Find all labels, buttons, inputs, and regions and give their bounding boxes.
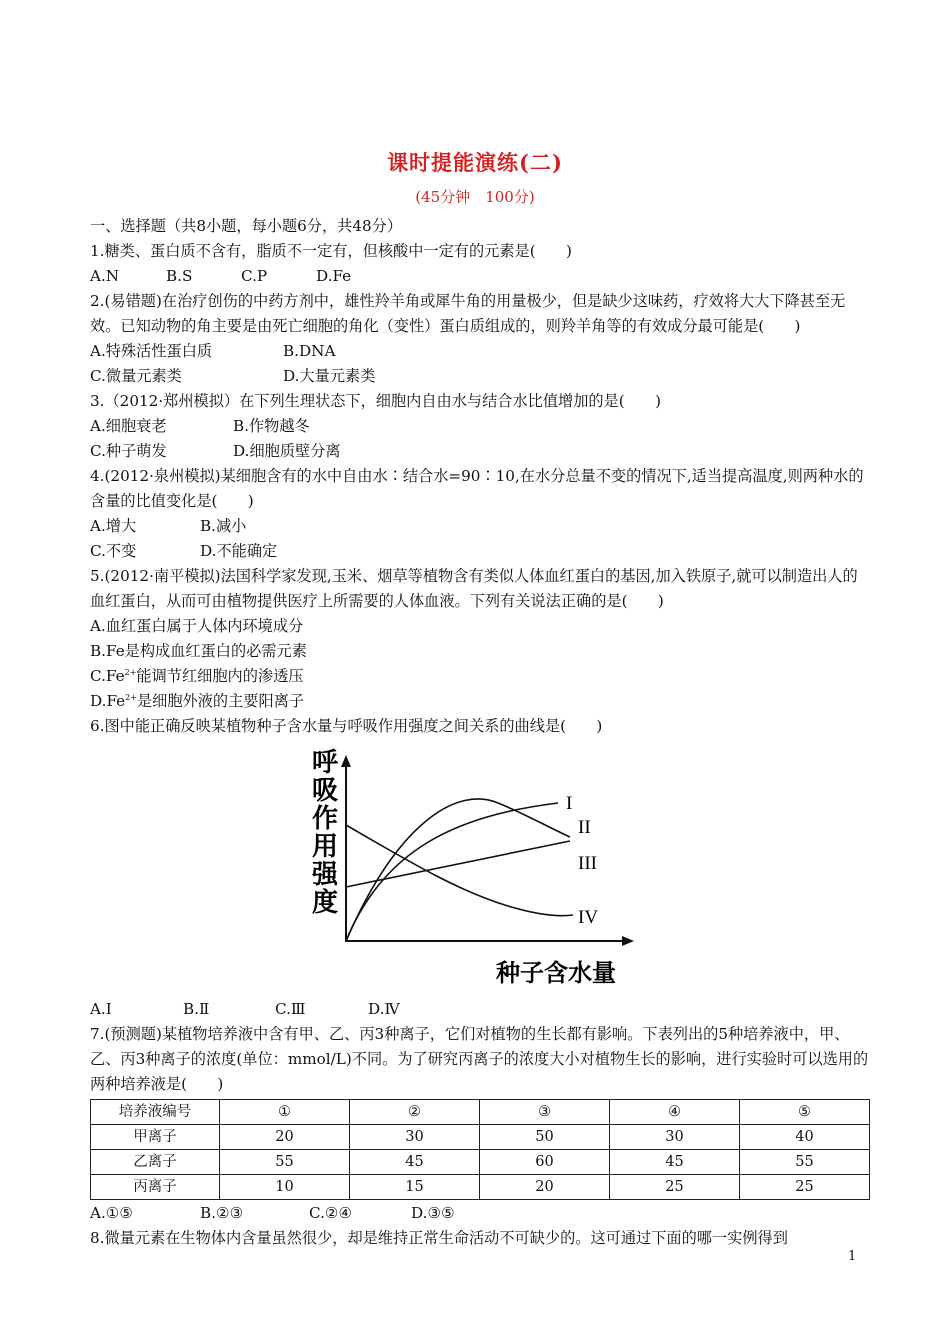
figure-ylabel-2: 作 — [312, 804, 339, 834]
table-header-cell: ③ — [480, 1100, 610, 1125]
question-4-stem: 4.(2012·泉州模拟)某细胞含有的水中自由水∶结合水=90∶10,在水分总量不变的情况下,适当提高温度,则两种水的含量的比值变化是( ) — [90, 467, 864, 510]
table-cell: 25 — [610, 1175, 740, 1200]
q4-option-c: C.不变 — [90, 542, 137, 560]
table-cell: 15 — [350, 1175, 480, 1200]
question-3-stem: 3.（2012·郑州模拟）在下列生理状态下，细胞内自由水与结合水比值增加的是( ) — [90, 392, 662, 410]
q3-option-a: A.细胞衰老 — [90, 417, 167, 435]
table-header-cell: ① — [220, 1100, 350, 1125]
curve-3 — [346, 841, 570, 887]
figure-ylabel-3: 用 — [312, 832, 339, 862]
figure-ylabel-0: 呼 — [312, 748, 339, 778]
question-6-stem: 6.图中能正确反映某植物种子含水量与呼吸作用强度之间关系的曲线是( ) — [90, 717, 603, 735]
table-header-cell: ④ — [610, 1100, 740, 1125]
curve-label-2: II — [578, 817, 591, 838]
curve-4 — [346, 825, 573, 916]
q5-option-c-post: 能调节红细胞内的渗透压 — [136, 667, 304, 685]
curve-label-4: IV — [578, 907, 599, 928]
table-cell: 甲离子 — [91, 1125, 220, 1150]
question-2-stem: 2.(易错题)在治疗创伤的中药方剂中，雄性羚羊角或犀牛角的用量极少，但是缺少这味药，疗效将大大下降甚至无效。已知动物的角主要是由死亡细胞的角化（变性）蛋白质组成的，则羚羊角等的有效成分最可能是( ) — [90, 292, 846, 335]
figure-xlabel: 种子含水量 — [496, 959, 616, 987]
question-2-options-row1 — [90, 339, 870, 364]
curve-label-1: I — [566, 793, 573, 814]
q6-option-a: A.Ⅰ — [90, 1000, 112, 1018]
q5-option-d-pre: D.Fe — [90, 692, 126, 710]
question-3-options-row2 — [90, 439, 870, 464]
question-4-options-row2 — [90, 539, 870, 564]
table-cell: 25 — [740, 1175, 870, 1200]
section-heading: 一、选择题（共8小题，每小题6分，共48分） — [90, 217, 403, 235]
q1-option-b: B.S — [166, 267, 193, 285]
table-cell: 乙离子 — [91, 1150, 220, 1175]
question-1-stem: 1.糖类、蛋白质不含有，脂质不一定有，但核酸中一定有的元素是( ) — [90, 242, 572, 260]
table-cell: 40 — [740, 1125, 870, 1150]
q6-option-b: B.Ⅱ — [183, 1000, 210, 1018]
q3-option-d: D.细胞质壁分离 — [233, 442, 341, 460]
culture-solution-table — [90, 1099, 870, 1200]
table-cell: 55 — [740, 1150, 870, 1175]
figure-ylabel-4: 强 — [312, 860, 339, 890]
q5-option-c-sup: 2+ — [124, 667, 137, 677]
page-title: 课时提能演练(二) — [387, 150, 563, 175]
q4-option-b: B.减小 — [200, 517, 247, 535]
question-4-options-row1 — [90, 514, 870, 539]
table-header-cell: 培养液编号 — [91, 1100, 220, 1125]
curve-2 — [346, 799, 570, 941]
q4-option-d: D.不能确定 — [200, 542, 278, 560]
figure-ylabel-5: 度 — [312, 888, 339, 918]
table-row — [91, 1125, 870, 1150]
x-axis-arrow-icon — [622, 936, 634, 946]
curve-1 — [346, 803, 558, 941]
table-header-cell: ② — [350, 1100, 480, 1125]
q2-option-a: A.特殊活性蛋白质 — [90, 342, 213, 360]
q6-option-c: C.Ⅲ — [275, 1000, 306, 1018]
question-2-options-row2 — [90, 364, 870, 389]
q5-option-c-pre: C.Fe — [90, 667, 125, 685]
question-6-options — [90, 997, 870, 1022]
q7-option-c: C.②④ — [309, 1204, 353, 1222]
q5-option-a: A.血红蛋白属于人体内环境成分 — [90, 617, 304, 635]
y-axis-arrow-icon — [341, 755, 351, 767]
table-header-cell: ⑤ — [740, 1100, 870, 1125]
question-1-options — [90, 264, 870, 289]
table-cell: 45 — [610, 1150, 740, 1175]
q1-option-c: C.P — [241, 267, 268, 285]
figure-ylabel-1: 吸 — [312, 776, 339, 806]
question-7-stem: 7.(预测题)某植物培养液中含有甲、乙、丙3种离子，它们对植物的生长都有影响。下表列出的5种培养液中，甲、乙、丙3种离子的浓度(单位：mmol/L)不同。为了研究丙离子的浓度大小对植物生长的影响，进行实验时可以选用的两种培养液是( ) — [90, 1025, 869, 1093]
q7-option-d: D.③⑤ — [411, 1204, 455, 1222]
table-cell: 50 — [480, 1125, 610, 1150]
table-cell: 60 — [480, 1150, 610, 1175]
q3-option-c: C.种子萌发 — [90, 442, 167, 460]
q2-option-c: C.微量元素类 — [90, 367, 182, 385]
page-subtitle: (45分钟 100分) — [415, 188, 535, 206]
table-cell: 20 — [480, 1175, 610, 1200]
curve-label-3: III — [578, 853, 597, 874]
table-cell: 20 — [220, 1125, 350, 1150]
q4-option-a: A.增大 — [90, 517, 137, 535]
table-cell: 55 — [220, 1150, 350, 1175]
q1-option-d: D.Fe — [316, 267, 352, 285]
table-cell: 30 — [610, 1125, 740, 1150]
q2-option-d: D.大量元素类 — [283, 367, 376, 385]
question-3-options-row1 — [90, 414, 870, 439]
table-header-row — [91, 1100, 870, 1125]
question-7-options — [90, 1201, 870, 1226]
table-cell: 30 — [350, 1125, 480, 1150]
q5-option-c — [90, 664, 870, 689]
q7-option-a: A.①⑤ — [90, 1204, 134, 1222]
respiration-curve-figure — [308, 741, 648, 989]
table-cell: 45 — [350, 1150, 480, 1175]
q3-option-b: B.作物越冬 — [233, 417, 310, 435]
q2-option-b: B.DNA — [283, 342, 336, 360]
q5-option-d — [90, 689, 870, 714]
q5-option-d-sup: 2+ — [125, 692, 137, 702]
page-number: 1 — [848, 1249, 857, 1264]
q5-option-b: B.Fe是构成血红蛋白的必需元素 — [90, 642, 307, 660]
table-cell: 10 — [220, 1175, 350, 1200]
q1-option-a: A.N — [90, 267, 120, 285]
table-row — [91, 1150, 870, 1175]
q6-option-d: D.Ⅳ — [368, 1000, 400, 1018]
question-content — [90, 214, 870, 1251]
table-row — [91, 1175, 870, 1200]
question-8-stem: 8.微量元素在生物体内含量虽然很少，却是维持正常生命活动不可缺少的。这可通过下面的哪一实例得到 — [90, 1229, 788, 1247]
question-5-stem: 5.(2012·南平模拟)法国科学家发现,玉米、烟草等植物含有类似人体血红蛋白的基因,加入铁原子,就可以制造出人的血红蛋白，从而可由植物提供医疗上所需要的人体血液。下列有关说法正确的是( ) — [90, 567, 858, 610]
q7-option-b: B.②③ — [200, 1204, 244, 1222]
q5-option-d-post: 是细胞外液的主要阳离子 — [136, 692, 305, 710]
table-cell: 丙离子 — [91, 1175, 220, 1200]
